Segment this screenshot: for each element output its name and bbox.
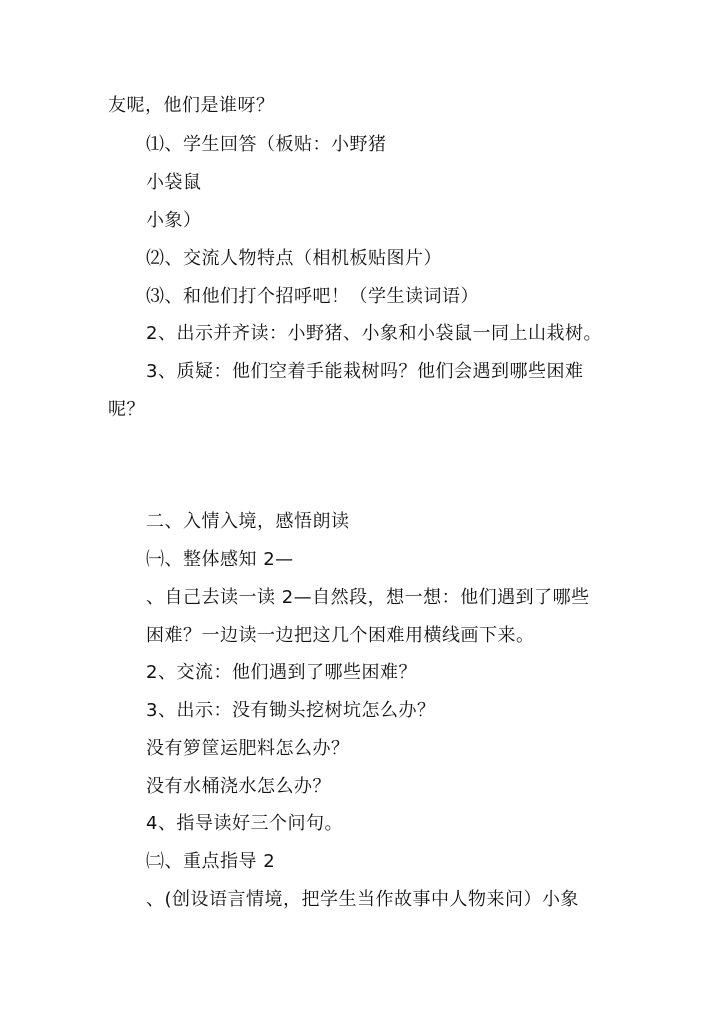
text-line: ⑵、交流人物特点（相机板贴图片） (146, 248, 442, 269)
text-line: 3、出示：没有锄头挖树坑怎么办？ (146, 700, 436, 721)
text-line: 小袋鼠 (146, 172, 202, 193)
text-line: 、(创设语言情境，把学生当作故事中人物来问）小象 (146, 889, 580, 910)
text-line: 4、指导读好三个问句。 (146, 813, 343, 834)
text-line: 困难？一边读一边把这几个困难用横线画下来。 (146, 625, 535, 646)
text-line: 2、交流：他们遇到了哪些困难？ (146, 662, 417, 683)
text-line: 2、出示并齐读：小野猪、小象和小袋鼠一同上山栽树。 (146, 323, 602, 344)
text-line: ㈠、整体感知 2— (146, 549, 294, 570)
text-line: 没有水桶浇水怎么办？ (146, 776, 331, 797)
text-line: 友呢，他们是谁呀？ (108, 95, 275, 116)
text-line: ㈡、重点指导 2 (146, 851, 276, 872)
text-line: 没有箩筐运肥料怎么办？ (146, 738, 350, 759)
text-line: 呢？ (108, 399, 145, 420)
text-line: 、自己去读一读 2—自然段，想一想：他们遇到了哪些 (146, 587, 590, 608)
text-line: ⑴、学生回答（板贴：小野猪 (146, 134, 387, 155)
text-line: 小象） (146, 210, 202, 231)
section-heading: 二、入情入境，感悟朗读 (146, 511, 350, 532)
text-line: ⑶、和他们打个招呼吧！（学生读词语） (146, 286, 479, 307)
text-line: 3、质疑：他们空着手能栽树吗？他们会遇到哪些困难 (146, 361, 584, 382)
